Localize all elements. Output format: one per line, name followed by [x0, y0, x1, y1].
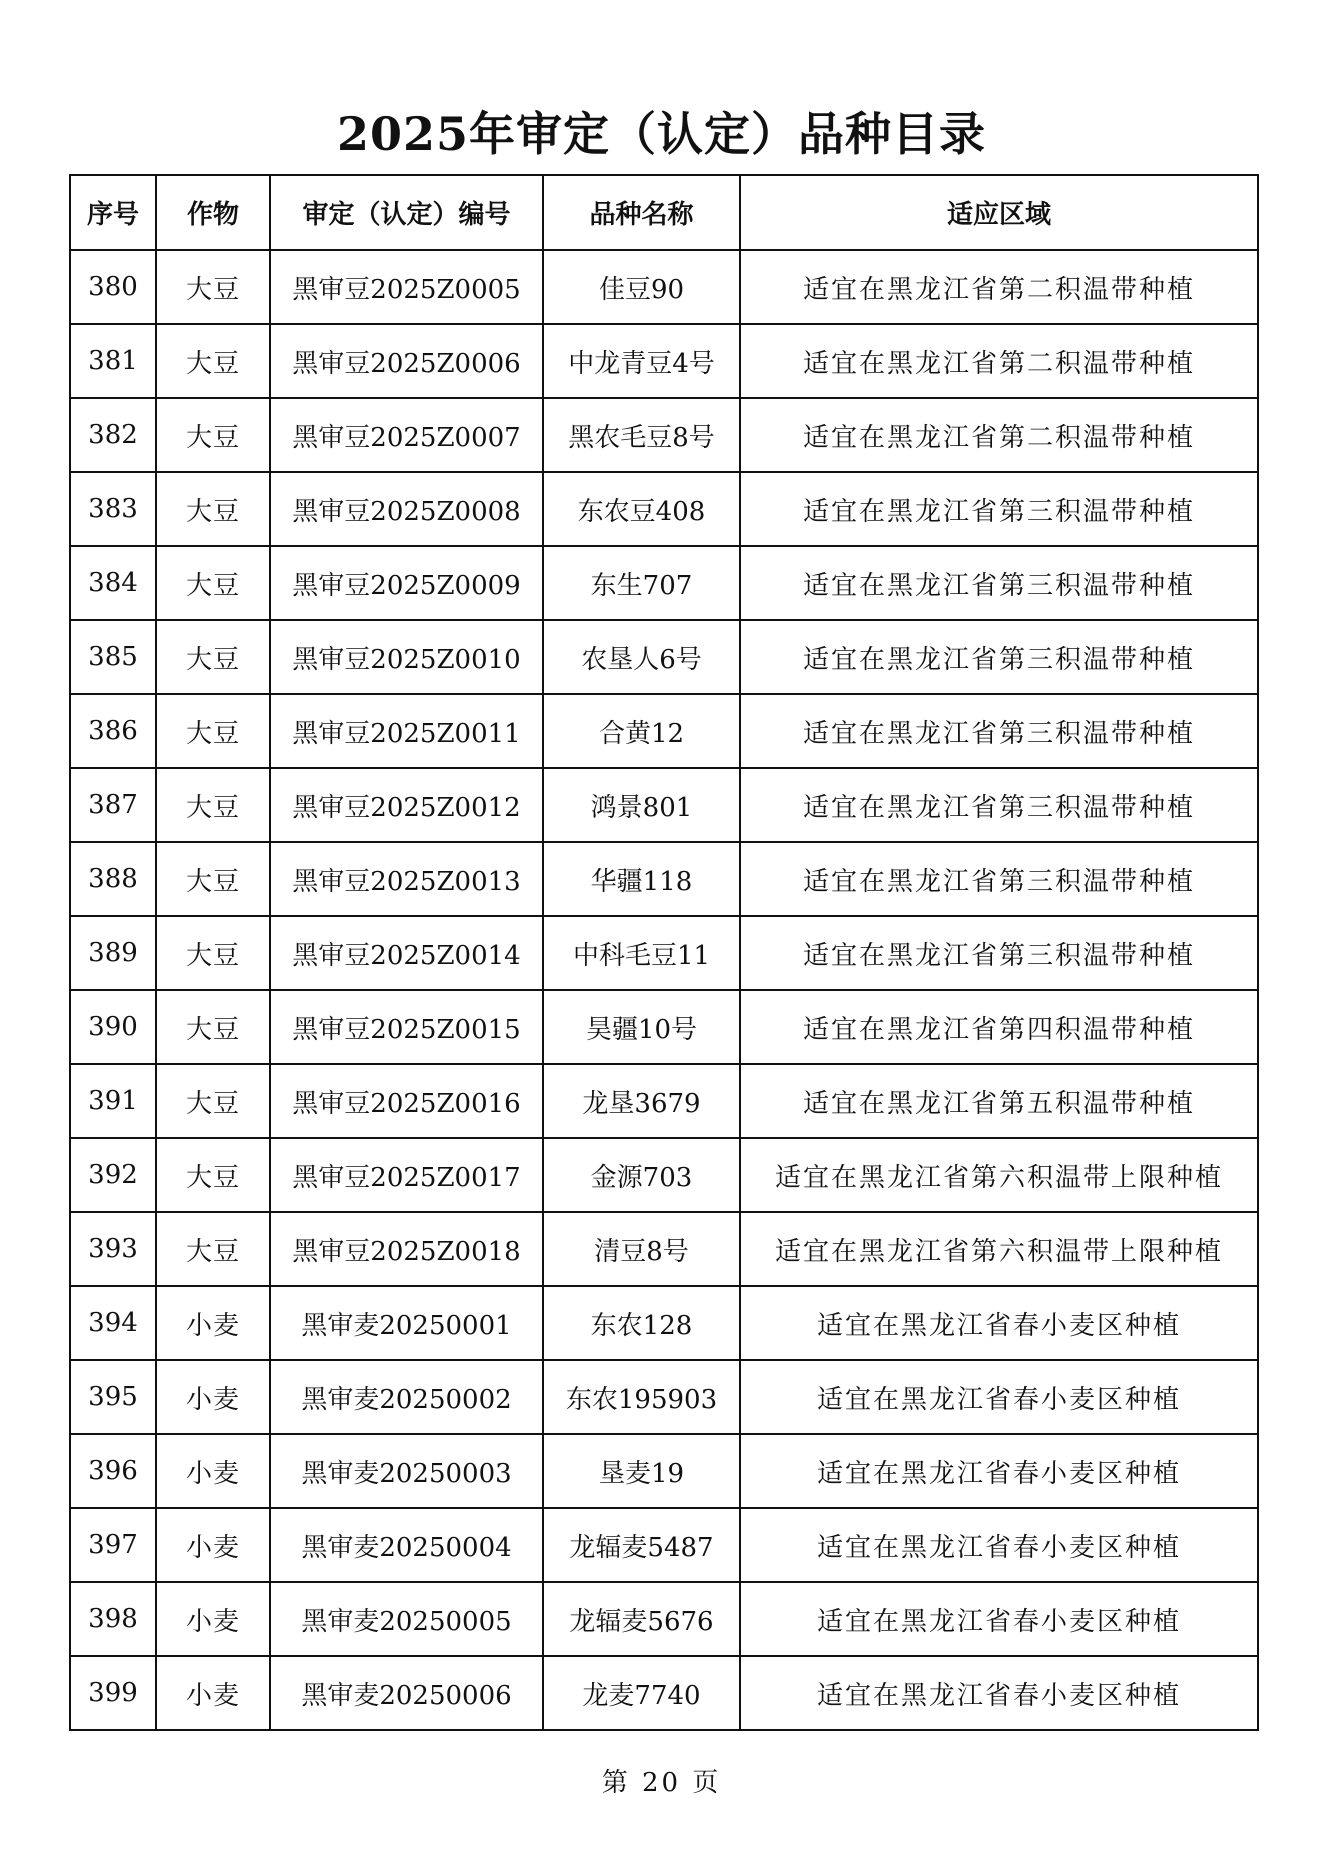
table-row	[70, 1508, 1258, 1582]
crop-cell: 大豆	[156, 620, 270, 694]
serial-cell: 391	[70, 1064, 156, 1138]
table-body	[70, 250, 1258, 1730]
crop-cell: 小麦	[156, 1508, 270, 1582]
table-row	[70, 472, 1258, 546]
header-serial: 序号	[70, 175, 156, 250]
crop-cell: 大豆	[156, 694, 270, 768]
header-crop: 作物	[156, 175, 270, 250]
approval-number-cell: 黑审麦20250004	[270, 1508, 543, 1582]
approval-number-cell: 黑审豆2025Z0015	[270, 990, 543, 1064]
variety-table	[69, 174, 1259, 1731]
crop-cell: 大豆	[156, 398, 270, 472]
serial-cell: 381	[70, 324, 156, 398]
serial-cell: 396	[70, 1434, 156, 1508]
variety-name-cell: 鸿景801	[543, 768, 740, 842]
approval-number-cell: 黑审豆2025Z0010	[270, 620, 543, 694]
crop-cell: 大豆	[156, 546, 270, 620]
region-cell: 适宜在黑龙江省春小麦区种植	[740, 1656, 1258, 1730]
region-cell: 适宜在黑龙江省第三积温带种植	[740, 916, 1258, 990]
table-row	[70, 1582, 1258, 1656]
variety-name-cell: 黑农毛豆8号	[543, 398, 740, 472]
crop-cell: 小麦	[156, 1656, 270, 1730]
region-cell: 适宜在黑龙江省第六积温带上限种植	[740, 1212, 1258, 1286]
crop-cell: 大豆	[156, 842, 270, 916]
region-cell: 适宜在黑龙江省春小麦区种植	[740, 1434, 1258, 1508]
serial-cell: 394	[70, 1286, 156, 1360]
approval-number-cell: 黑审麦20250006	[270, 1656, 543, 1730]
serial-cell: 395	[70, 1360, 156, 1434]
region-cell: 适宜在黑龙江省第四积温带种植	[740, 990, 1258, 1064]
crop-cell: 小麦	[156, 1434, 270, 1508]
crop-cell: 小麦	[156, 1582, 270, 1656]
table-row	[70, 842, 1258, 916]
table-header-row	[70, 175, 1258, 250]
header-adaptation-region: 适应区域	[740, 175, 1258, 250]
crop-cell: 大豆	[156, 916, 270, 990]
variety-name-cell: 东农128	[543, 1286, 740, 1360]
crop-cell: 大豆	[156, 1212, 270, 1286]
table-row	[70, 398, 1258, 472]
crop-cell: 大豆	[156, 1138, 270, 1212]
table-row	[70, 620, 1258, 694]
serial-cell: 397	[70, 1508, 156, 1582]
crop-cell: 大豆	[156, 324, 270, 398]
variety-name-cell: 中龙青豆4号	[543, 324, 740, 398]
approval-number-cell: 黑审麦20250003	[270, 1434, 543, 1508]
table-row	[70, 1360, 1258, 1434]
table-row	[70, 1656, 1258, 1730]
region-cell: 适宜在黑龙江省第六积温带上限种植	[740, 1138, 1258, 1212]
page-number: 第 20 页	[601, 1768, 722, 1798]
variety-name-cell: 龙垦3679	[543, 1064, 740, 1138]
variety-name-cell: 农垦人6号	[543, 620, 740, 694]
table-row	[70, 768, 1258, 842]
variety-name-cell: 东农豆408	[543, 472, 740, 546]
region-cell: 适宜在黑龙江省春小麦区种植	[740, 1360, 1258, 1434]
variety-name-cell: 龙辐麦5487	[543, 1508, 740, 1582]
serial-cell: 393	[70, 1212, 156, 1286]
serial-cell: 387	[70, 768, 156, 842]
table-row	[70, 694, 1258, 768]
serial-cell: 384	[70, 546, 156, 620]
approval-number-cell: 黑审豆2025Z0017	[270, 1138, 543, 1212]
table-row	[70, 546, 1258, 620]
header-approval-number: 审定（认定）编号	[270, 175, 543, 250]
variety-name-cell: 中科毛豆11	[543, 916, 740, 990]
serial-cell: 386	[70, 694, 156, 768]
approval-number-cell: 黑审豆2025Z0006	[270, 324, 543, 398]
region-cell: 适宜在黑龙江省第三积温带种植	[740, 694, 1258, 768]
region-cell: 适宜在黑龙江省春小麦区种植	[740, 1582, 1258, 1656]
crop-cell: 小麦	[156, 1360, 270, 1434]
crop-cell: 大豆	[156, 1064, 270, 1138]
serial-cell: 398	[70, 1582, 156, 1656]
approval-number-cell: 黑审豆2025Z0012	[270, 768, 543, 842]
crop-cell: 大豆	[156, 250, 270, 324]
variety-name-cell: 金源703	[543, 1138, 740, 1212]
variety-name-cell: 清豆8号	[543, 1212, 740, 1286]
region-cell: 适宜在黑龙江省第三积温带种植	[740, 472, 1258, 546]
table-row	[70, 324, 1258, 398]
serial-cell: 385	[70, 620, 156, 694]
approval-number-cell: 黑审豆2025Z0008	[270, 472, 543, 546]
document-title: 2025年审定（认定）品种目录	[336, 107, 987, 161]
crop-cell: 小麦	[156, 1286, 270, 1360]
serial-cell: 389	[70, 916, 156, 990]
region-cell: 适宜在黑龙江省第三积温带种植	[740, 620, 1258, 694]
region-cell: 适宜在黑龙江省第二积温带种植	[740, 398, 1258, 472]
variety-name-cell: 龙麦7740	[543, 1656, 740, 1730]
variety-name-cell: 东农195903	[543, 1360, 740, 1434]
approval-number-cell: 黑审麦20250001	[270, 1286, 543, 1360]
region-cell: 适宜在黑龙江省第五积温带种植	[740, 1064, 1258, 1138]
header-variety-name: 品种名称	[543, 175, 740, 250]
region-cell: 适宜在黑龙江省第二积温带种植	[740, 324, 1258, 398]
crop-cell: 大豆	[156, 990, 270, 1064]
serial-cell: 388	[70, 842, 156, 916]
region-cell: 适宜在黑龙江省第三积温带种植	[740, 842, 1258, 916]
serial-cell: 399	[70, 1656, 156, 1730]
region-cell: 适宜在黑龙江省第三积温带种植	[740, 768, 1258, 842]
approval-number-cell: 黑审豆2025Z0007	[270, 398, 543, 472]
approval-number-cell: 黑审豆2025Z0011	[270, 694, 543, 768]
region-cell: 适宜在黑龙江省第三积温带种植	[740, 546, 1258, 620]
serial-cell: 383	[70, 472, 156, 546]
approval-number-cell: 黑审豆2025Z0016	[270, 1064, 543, 1138]
approval-number-cell: 黑审豆2025Z0005	[270, 250, 543, 324]
table-row	[70, 1434, 1258, 1508]
serial-cell: 392	[70, 1138, 156, 1212]
approval-number-cell: 黑审麦20250005	[270, 1582, 543, 1656]
variety-name-cell: 昊疆10号	[543, 990, 740, 1064]
table-row	[70, 250, 1258, 324]
crop-cell: 大豆	[156, 768, 270, 842]
variety-name-cell: 垦麦19	[543, 1434, 740, 1508]
approval-number-cell: 黑审豆2025Z0013	[270, 842, 543, 916]
serial-cell: 382	[70, 398, 156, 472]
variety-name-cell: 华疆118	[543, 842, 740, 916]
region-cell: 适宜在黑龙江省第二积温带种植	[740, 250, 1258, 324]
crop-cell: 大豆	[156, 472, 270, 546]
table-row	[70, 1064, 1258, 1138]
serial-cell: 390	[70, 990, 156, 1064]
approval-number-cell: 黑审豆2025Z0009	[270, 546, 543, 620]
approval-number-cell: 黑审豆2025Z0014	[270, 916, 543, 990]
region-cell: 适宜在黑龙江省春小麦区种植	[740, 1508, 1258, 1582]
variety-name-cell: 东生707	[543, 546, 740, 620]
serial-cell: 380	[70, 250, 156, 324]
variety-name-cell: 佳豆90	[543, 250, 740, 324]
table-row	[70, 1212, 1258, 1286]
table-row	[70, 916, 1258, 990]
table-row	[70, 990, 1258, 1064]
variety-name-cell: 龙辐麦5676	[543, 1582, 740, 1656]
region-cell: 适宜在黑龙江省春小麦区种植	[740, 1286, 1258, 1360]
table-row	[70, 1286, 1258, 1360]
approval-number-cell: 黑审豆2025Z0018	[270, 1212, 543, 1286]
variety-name-cell: 合黄12	[543, 694, 740, 768]
table-row	[70, 1138, 1258, 1212]
approval-number-cell: 黑审麦20250002	[270, 1360, 543, 1434]
